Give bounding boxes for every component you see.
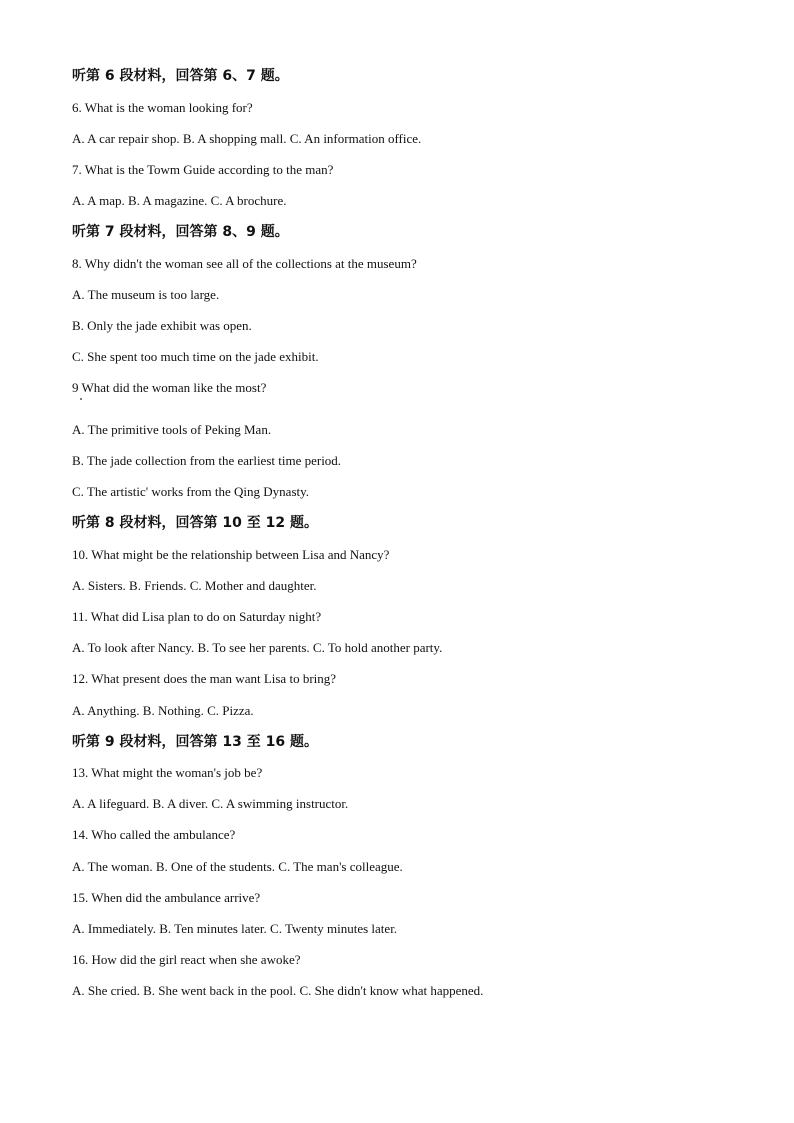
question-10: 10. What might be the relationship between Lisa and Nancy?	[72, 547, 390, 562]
option-8b: B. Only the jade exhibit was open.	[72, 318, 252, 333]
question-14: 14. Who called the ambulance?	[72, 827, 236, 842]
option-8a: A. The museum is too large.	[72, 287, 220, 302]
options-12: A. Anything. B. Nothing. C. Pizza.	[72, 703, 254, 718]
question-12: 12. What present does the man want Lisa to bring?	[72, 671, 337, 686]
options-10: A. Sisters. B. Friends. C. Mother and daughter.	[72, 578, 317, 593]
option-9a: A. The primitive tools of Peking Man.	[72, 422, 272, 437]
option-9b: B. The jade collection from the earliest time period.	[72, 453, 342, 468]
options-16: A. She cried. B. She went back in the pool. C. She didn't know what happened.	[72, 983, 484, 998]
options-7: A. A map. B. A magazine. C. A brochure.	[72, 193, 287, 208]
question-16: 16. How did the girl react when she awoke?	[72, 952, 301, 967]
option-8c: C. She spent too much time on the jade exhibit.	[72, 349, 319, 364]
question-13: 13. What might the woman's job be?	[72, 765, 263, 780]
stray-mark	[80, 398, 82, 400]
question-9: 9 What did the woman like the most?	[72, 380, 267, 395]
options-6: A. A car repair shop. B. A shopping mall. C. An information office.	[72, 131, 422, 146]
options-15: A. Immediately. B. Ten minutes later. C. Twenty minutes later.	[72, 921, 398, 936]
question-8: 8. Why didn't the woman see all of the collections at the museum?	[72, 256, 417, 271]
question-7: 7. What is the Towm Guide according to the man?	[72, 162, 334, 177]
options-14: A. The woman. B. One of the students. C. The man's colleague.	[72, 859, 403, 874]
section-heading-7: 听第 7 段材料，回答第 8、9 题。	[72, 224, 289, 240]
question-6: 6. What is the woman looking for?	[72, 100, 253, 115]
section-heading-8: 听第 8 段材料，回答第 10 至 12 题。	[72, 515, 318, 531]
option-9c: C. The artistic' works from the Qing Dynasty.	[72, 484, 310, 499]
section-heading-9: 听第 9 段材料，回答第 13 至 16 题。	[72, 734, 318, 750]
question-11: 11. What did Lisa plan to do on Saturday night?	[72, 609, 322, 624]
question-15: 15. When did the ambulance arrive?	[72, 890, 261, 905]
options-11: A. To look after Nancy. B. To see her parents. C. To hold another party.	[72, 640, 443, 655]
options-13: A. A lifeguard. B. A diver. C. A swimming instructor.	[72, 796, 349, 811]
section-heading-6: 听第 6 段材料，回答第 6、7 题。	[72, 68, 289, 84]
